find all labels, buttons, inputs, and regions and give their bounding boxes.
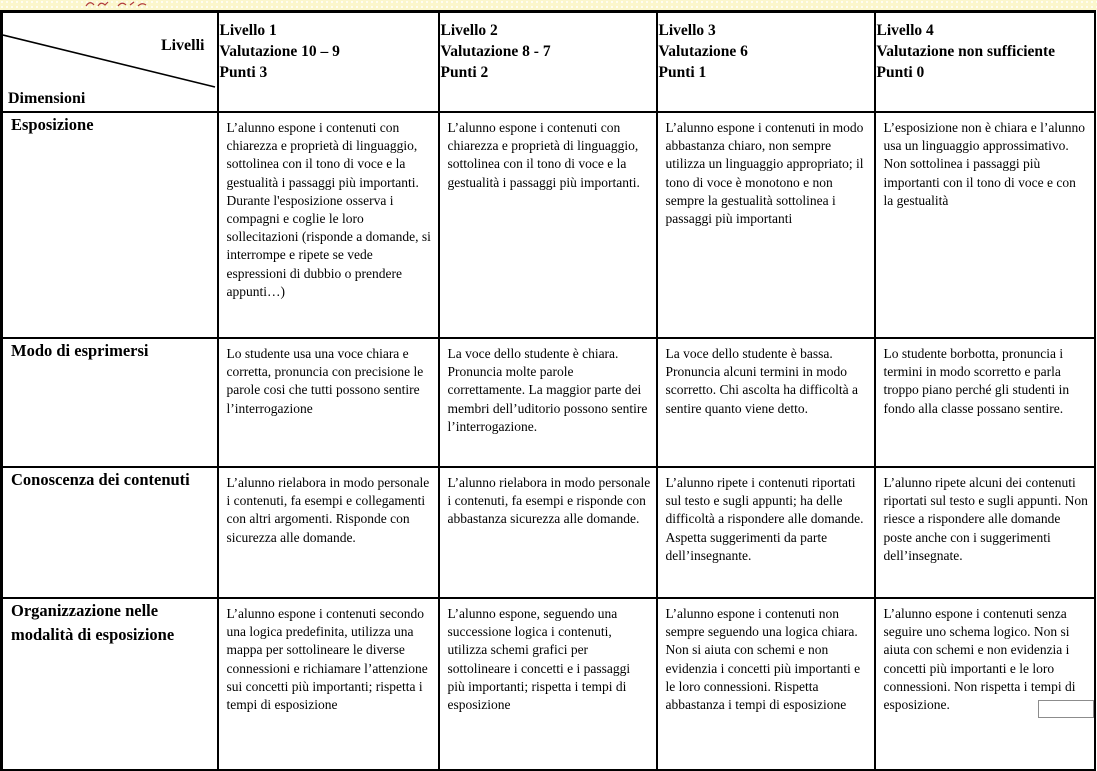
cell-conoscenza-livello-4: L’alunno ripete alcuni dei contenuti riportati sul testo e sugli appunti. Non riesce a rispondere alle domande poste anche con i suggerimenti dell’insegnate. xyxy=(875,467,1095,598)
level-punti: Punti 3 xyxy=(219,64,268,81)
level-valutazione: Valutazione 6 xyxy=(658,43,748,60)
cell-conoscenza-livello-3: L’alunno ripete i contenuti riportati sul testo e sugli appunti; ha delle difficoltà a rispondere alle domande. Aspetta suggerimenti da parte dell’insegnante. xyxy=(657,467,875,598)
cell-organizzazione-livello-2: L’alunno espone, seguendo una successione logica i contenuti, utilizza schemi grafici per sottolineare i concetti e i passaggi più importanti; rispetta i tempi di esposizione xyxy=(439,598,657,770)
column-header-livello-4 xyxy=(875,12,1095,113)
bottom-right-cutoff-box xyxy=(1038,700,1094,718)
corner-label-livelli: Livelli xyxy=(160,37,205,54)
row-header-esposizione: Esposizione xyxy=(2,112,218,338)
column-header-livello-3 xyxy=(657,12,875,113)
cell-organizzazione-livello-3: L’alunno espone i contenuti non sempre seguendo una logica chiara. Non si aiuta con schemi e non evidenzia i concetti più importanti e le loro connessioni. Rispetta abbastanza i tempi di esposizione xyxy=(657,598,875,770)
cell-conoscenza-livello-1: L’alunno rielabora in modo personale i contenuti, fa esempi e collegamenti con altri argomenti. Risponde con sicurezza alle domande. xyxy=(218,467,439,598)
row-header-conoscenza-dei-contenuti: Conoscenza dei contenuti xyxy=(2,467,218,598)
evaluation-rubric-table xyxy=(0,10,1096,771)
level-title: Livello 1 xyxy=(219,22,277,39)
cell-modo-livello-3: La voce dello studente è bassa. Pronuncia alcuni termini in modo scorretto. Chi ascolta ha difficoltà a sentire quanto viene detto. xyxy=(657,338,875,467)
cell-organizzazione-livello-4: L’alunno espone i contenuti senza seguire uno schema logico. Non si aiuta con schemi e non evidenzia i concetti più importanti e le loro connessioni. Non rispetta i tempi di esposizione. xyxy=(875,598,1095,770)
cell-conoscenza-livello-2: L’alunno rielabora in modo personale i contenuti, fa esempi e risponde con abbastanza sicurezza alle domande. xyxy=(439,467,657,598)
cell-esposizione-livello-1: L’alunno espone i contenuti con chiarezza e proprietà di linguaggio, sottolinea con il tono di voce e la gestualità i passaggi più importanti. Durante l'esposizione osserva i compagni e coglie le loro sollecitazioni (risponde a domande, si interrompe e ripete se vede espressioni di dubbio o prendere appunti…) xyxy=(218,112,439,338)
corner-cell xyxy=(2,12,218,113)
cell-modo-livello-1: Lo studente usa una voce chiara e corretta, pronuncia con precisione le parole cosi che tutti possono sentire l’interrogazione xyxy=(218,338,439,467)
table-header-row xyxy=(2,12,1095,113)
cell-modo-livello-2: La voce dello studente è chiara. Pronuncia molte parole correttamente. La maggior parte dei membri dell’uditorio possono sentire l’interrogazione. xyxy=(439,338,657,467)
level-valutazione: Valutazione 8 - 7 xyxy=(440,43,551,60)
corner-label-dimensioni: Dimensioni xyxy=(8,90,86,107)
level-valutazione: Valutazione 10 – 9 xyxy=(219,43,340,60)
level-title: Livello 3 xyxy=(658,22,716,39)
table-row-esposizione xyxy=(2,112,1095,338)
cell-modo-livello-4: Lo studente borbotta, pronuncia i termini in modo scorretto e parla troppo piano perché gli studenti in fondo alla classe possano sentire. xyxy=(875,338,1095,467)
level-punti: Punti 0 xyxy=(876,64,925,81)
level-title: Livello 2 xyxy=(440,22,498,39)
column-header-livello-1 xyxy=(218,12,439,113)
cell-esposizione-livello-3: L’alunno espone i contenuti in modo abbastanza chiaro, non sempre utilizza un linguaggio appropriato; il tono di voce è monotono e non sempre la gestualità sottolinea i passaggi più importanti xyxy=(657,112,875,338)
level-valutazione: Valutazione non sufficiente xyxy=(876,43,1056,60)
cell-esposizione-livello-2: L’alunno espone i contenuti con chiarezza e proprietà di linguaggio, sottolinea con il tono di voce e la gestualità i passaggi più importanti. xyxy=(439,112,657,338)
table-row-modo-di-esprimersi xyxy=(2,338,1095,467)
table-row-organizzazione xyxy=(2,598,1095,770)
level-title: Livello 4 xyxy=(876,22,934,39)
page-top-strip xyxy=(0,0,1097,10)
row-header-organizzazione: Organizzazione nelle modalità di esposizione xyxy=(2,598,218,770)
cell-organizzazione-livello-1: L’alunno espone i contenuti secondo una logica predefinita, utilizza una mappa per sottolineare le diverse connessioni e richiamare l’attenzione sui concetti più importanti; rispetta i tempi di esposizione xyxy=(218,598,439,770)
level-punti: Punti 2 xyxy=(440,64,489,81)
column-header-livello-2 xyxy=(439,12,657,113)
cell-esposizione-livello-4: L’esposizione non è chiara e l’alunno usa un linguaggio approssimativo. Non sottolinea i passaggi più importanti con il tono di voce e con la gestualità xyxy=(875,112,1095,338)
row-header-modo-di-esprimersi: Modo di esprimersi xyxy=(2,338,218,467)
cropped-red-text-fragment xyxy=(84,0,174,8)
table-row-conoscenza-dei-contenuti xyxy=(2,467,1095,598)
level-punti: Punti 1 xyxy=(658,64,707,81)
